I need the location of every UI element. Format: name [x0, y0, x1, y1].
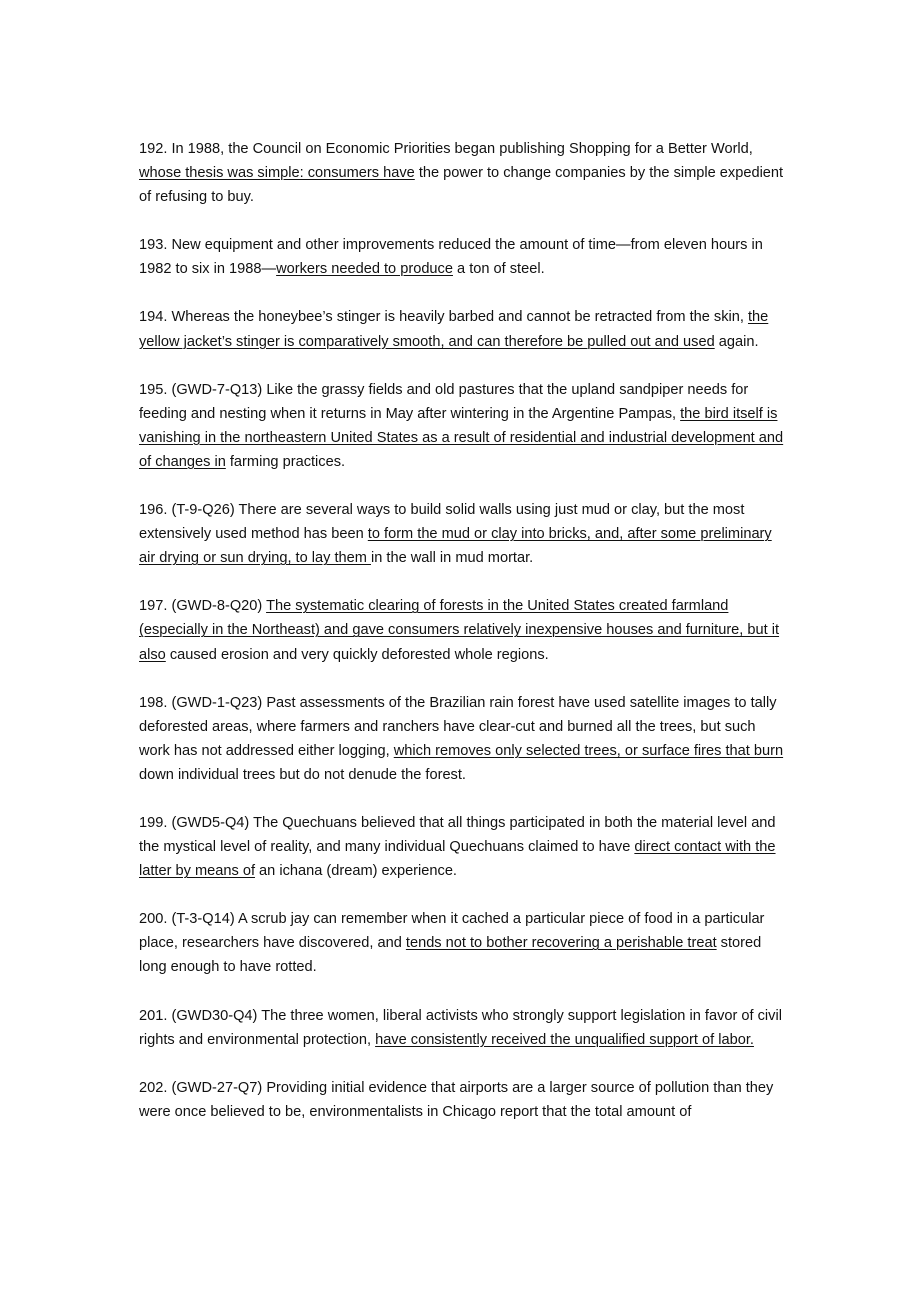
paragraph-194	[139, 305, 787, 353]
underlined-segment: whose thesis was simple: consumers have	[139, 165, 415, 182]
underlined-segment: The systematic clearing of forests in the United States created farmland (especially in the Northeast) and gave consumers relatively inexpensive houses and furniture, but it also	[139, 598, 780, 663]
text-segment: 194. Whereas the honeybee’s stinger is heavily barbed and cannot be retracted from the skin,	[139, 309, 748, 326]
text-segment: down individual trees but do not denude the forest.	[139, 766, 466, 783]
text-segment: in the wall in mud mortar.	[370, 550, 534, 567]
document-page	[139, 137, 787, 1148]
text-segment: 200. (T-3-Q14) A scrub jay can remember when it cached a particular piece of food in a particular place, researchers have discovered, and	[139, 911, 765, 952]
underlined-segment: the bird itself is vanishing in the northeastern United States as a result of residential and industrial development and of changes in	[139, 405, 784, 470]
text-segment: 196. (T-9-Q26) There are several ways to build solid walls using just mud or clay, but the most extensively used method has been	[139, 502, 745, 543]
text-segment: 192. In 1988, the Council on Economic Priorities began publishing Shopping for a Better World,	[139, 141, 753, 157]
underlined-segment: which removes only selected trees, or surface fires that burn	[393, 742, 784, 759]
paragraph-202	[139, 1076, 787, 1124]
paragraph-195	[139, 378, 787, 474]
text-segment: 198. (GWD-1-Q23) Past assessments of the Brazilian rain forest have used satellite images to tally deforested areas, where farmers and ranchers have clear-cut and burned all the trees, but such work has not addressed either logging,	[139, 694, 777, 759]
underlined-segment: to form the mud or clay into bricks, and, after some preliminary air drying or sun drying, to lay them	[139, 526, 772, 567]
underlined-segment: direct contact with the latter by means of	[139, 839, 776, 880]
paragraph-196	[139, 498, 787, 570]
paragraph-193	[139, 233, 787, 281]
text-segment: 201. (GWD30-Q4) The three women, liberal activists who strongly support legislation in favor of civil rights and environmental protection,	[139, 1007, 782, 1048]
paragraph-199	[139, 811, 787, 883]
paragraph-201	[139, 1004, 787, 1052]
text-segment: an ichana (dream) experience.	[255, 863, 457, 880]
text-segment: 202. (GWD-27-Q7) Providing initial evidence that airports are a larger source of pollution than they were once believed to be, environmentalists in Chicago report that the total amount of	[139, 1079, 774, 1120]
text-segment: 197. (GWD-8-Q20)	[139, 598, 267, 615]
paragraph-198	[139, 691, 787, 787]
underlined-segment: tends not to bother recovering a perishable treat	[405, 935, 717, 952]
text-segment: again.	[714, 333, 759, 350]
text-segment: a ton of steel.	[452, 261, 545, 278]
text-segment: 195. (GWD-7-Q13) Like the grassy fields and old pastures that the upland sandpiper needs for feeding and nesting when it returns in May after wintering in the Argentine Pampas,	[139, 381, 749, 422]
text-segment: the power to change companies by the simple expedient of refusing to buy.	[139, 165, 784, 206]
text-segment: 199. (GWD5-Q4) The Quechuans believed that all things participated in both the material level and the mystical level of reality, and many individual Quechuans claimed to have	[139, 814, 776, 856]
paragraph-192	[139, 137, 787, 209]
text-segment: 193. New equipment and other improvements reduced the amount of time—from eleven hours in 1982 to six in 1988—	[139, 237, 763, 278]
text-segment: caused erosion and very quickly deforested whole regions.	[165, 646, 549, 663]
text-segment: stored long enough to have rotted.	[139, 935, 762, 976]
paragraph-200	[139, 907, 787, 979]
underlined-segment: workers needed to produce	[276, 261, 453, 278]
underlined-segment: the yellow jacket’s stinger is comparatively smooth, and can therefore be pulled out and used	[139, 309, 769, 350]
paragraph-197	[139, 594, 787, 666]
text-segment: farming practices.	[225, 453, 346, 470]
underlined-segment: have consistently received the unqualified support of labor.	[375, 1031, 754, 1048]
